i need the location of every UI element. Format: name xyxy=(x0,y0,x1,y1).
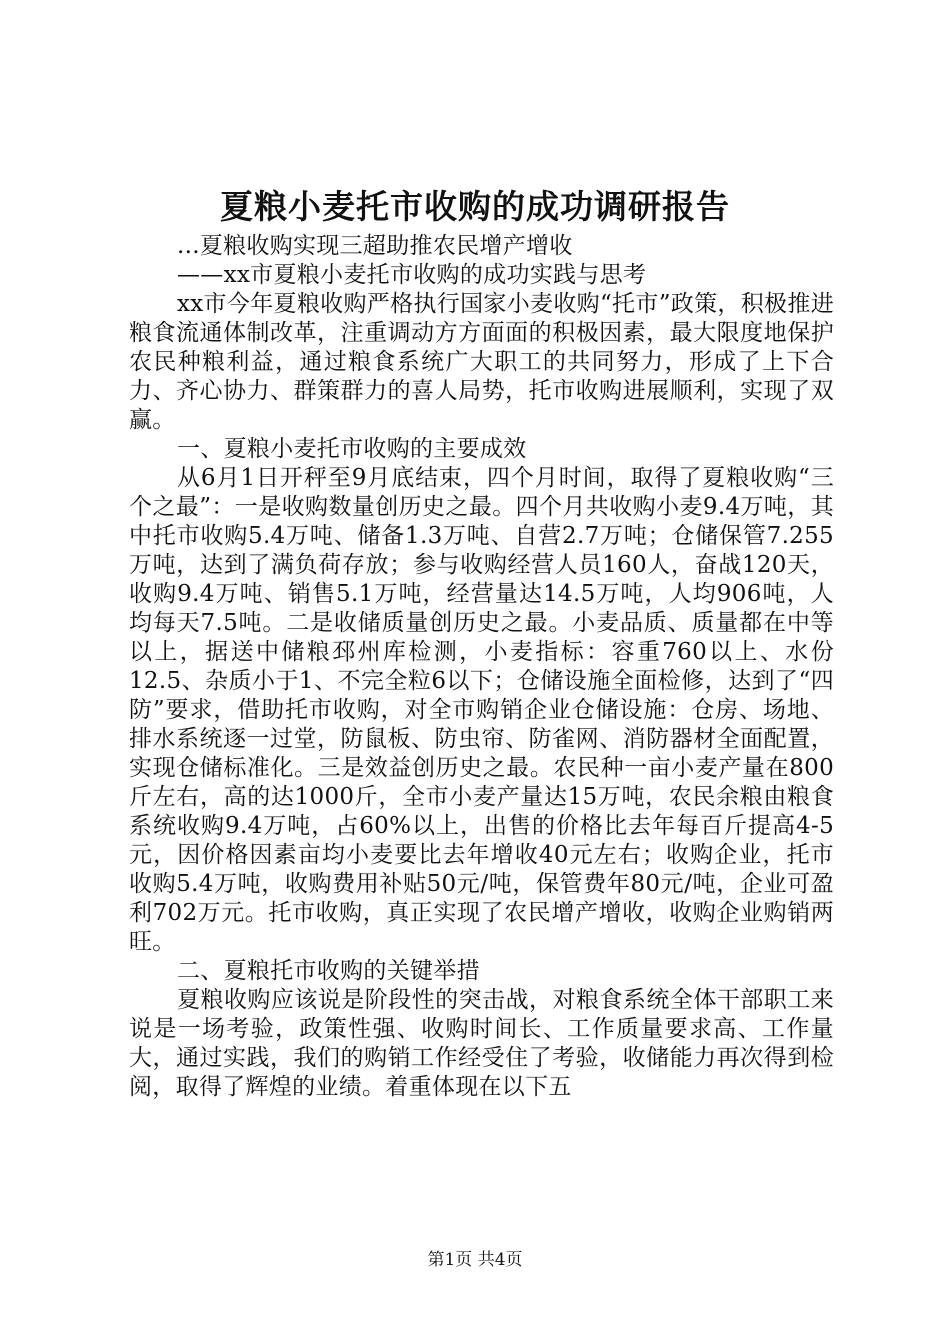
body-paragraph: xx市今年夏粮收购严格执行国家小麦收购“托市”政策，积极推进粮食流通体制改革，注重调动方方面面的积极因素，最大限度地保护农民种粮利益，通过粮食系统广大职工的共同努力，形成了上下合力、齐心协力、群策群力的喜人局势，托市收购进展顺利，实现了双赢。 xyxy=(129,291,834,433)
body-paragraph: 从6月1日开秤至9月底结束，四个月时间，取得了夏粮收购“三个之最”：一是收购数量创历史之最。四个月共收购小麦9.4万吨，其中托市收购5.4万吨、储备1.3万吨、自营2.7万吨；仓储保管7.255万吨，达到了满负荷存放；参与收购经营人员160人，奋战120天，收购9.4万吨、销售5.1万吨，经营量达14.5万吨，人均906吨，人均每天7.5吨。二是收储质量创历史之最。小麦品质、质量都在中等以上，据送中储粮邳州库检测，小麦指标：容重760以上、水份12.5、杂质小于1、不完全粒6以下；仓储设施全面检修，达到了“四防”要求，借助托市收购，对全市购销企业仓储设施：仓房、场地、排水系统逐一过堂，防鼠板、防虫帘、防雀网、消防器材全面配置，实现仓储标准化。三是效益创历史之最。农民种一亩小麦产量在800斤左右，高的达1000斤，全市小麦产量达15万吨，农民余粮由粮食系统收购9.4万吨，占60%以上，出售的价格比去年每百斤提高4-5元，因价格因素亩均小麦要比去年增收40元左右；收购企业，托市收购5.4万吨，收购费用补贴50元/吨，保管费年80元/吨，企业可盈利702万元。托市收购，真正实现了农民增产增收，收购企业购销两旺。 xyxy=(129,465,834,955)
subtitle-line: ——xx市夏粮小麦托市收购的成功实践与思考 xyxy=(177,262,647,288)
document-title: 夏粮小麦托市收购的成功调研报告 xyxy=(220,187,730,226)
document-body xyxy=(129,232,834,1102)
section-heading: 二、夏粮托市收购的关键举措 xyxy=(177,958,480,984)
page-footer: 第1页 共4页 xyxy=(427,1250,523,1270)
body-paragraph: 夏粮收购应该说是阶段性的突击战，对粮食系统全体干部职工来说是一场考验，政策性强、收购时间长、工作质量要求高、工作量大，通过实践，我们的购销工作经受住了考验，收储能力再次得到检阅，取得了辉煌的业绩。着重体现在以下五 xyxy=(129,987,834,1100)
section-heading: 一、夏粮小麦托市收购的主要成效 xyxy=(177,436,527,462)
subtitle-line: ...夏粮收购实现三超助推农民增产增收 xyxy=(177,233,573,259)
